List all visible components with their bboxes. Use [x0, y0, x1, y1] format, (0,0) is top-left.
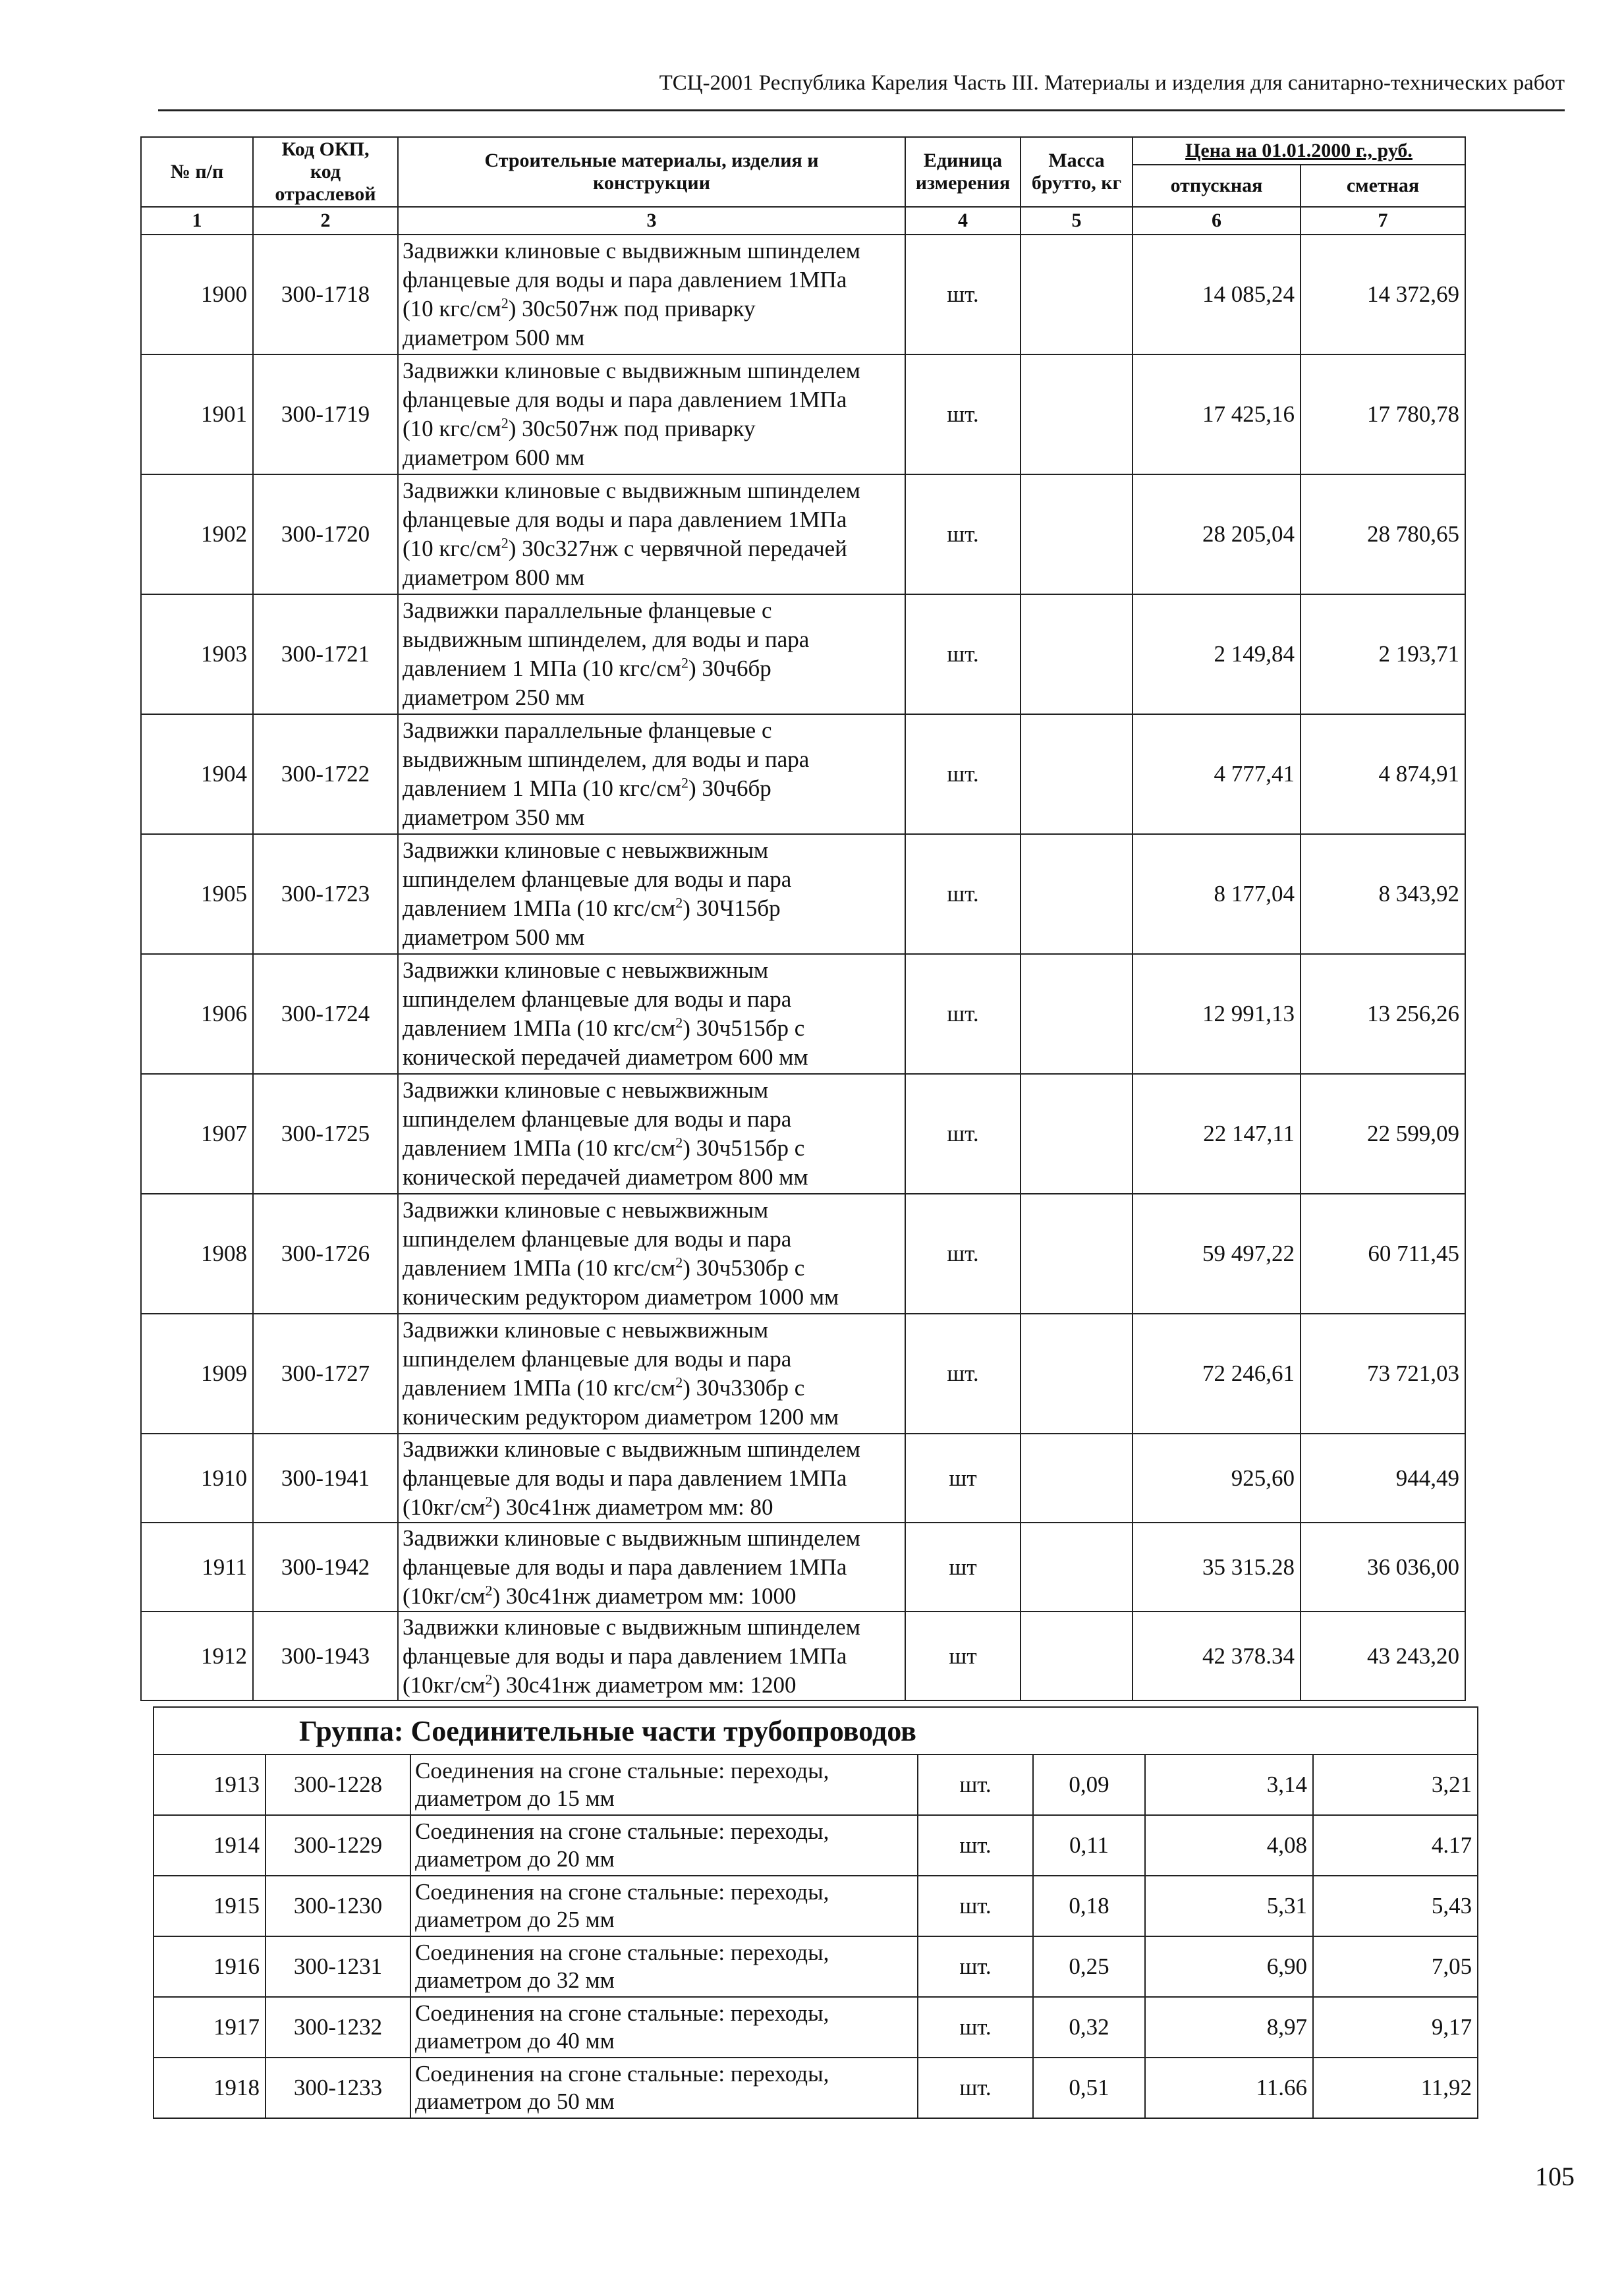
okp-code: 300-1233 — [266, 2058, 410, 2118]
material-description: Задвижки клиновые с выдвижным шпинделем фланцевые для воды и пара давлением 1МПа (10 кгс/$см^2$) 30с507нж под приварку диаметром 600 мм — [398, 354, 905, 474]
table-row — [154, 1936, 1478, 1997]
row-number: 1914 — [154, 1815, 266, 1876]
release-price: 17 425,16 — [1133, 354, 1301, 474]
row-number: 1912 — [141, 1612, 253, 1700]
release-price: 8 177,04 — [1133, 834, 1301, 954]
row-number: 1916 — [154, 1936, 266, 1997]
material-description: Задвижки клиновые с невыжвижным шпинделем фланцевые для воды и пара давлением 1МПа (10 кгс/$см^2$) 30Ч15бр диаметром 500 мм — [398, 834, 905, 954]
okp-code: 300-1718 — [253, 235, 398, 354]
okp-code: 300-1942 — [253, 1523, 398, 1612]
estimate-price: 22 599,09 — [1301, 1074, 1465, 1194]
estimate-price: 4.17 — [1313, 1815, 1478, 1876]
release-price: 925,60 — [1133, 1434, 1301, 1523]
col-unit-header: Единица измерения — [905, 137, 1021, 207]
mass — [1021, 1074, 1133, 1194]
release-price: 12 991,13 — [1133, 954, 1301, 1074]
table-row — [154, 1754, 1478, 1815]
release-price: 22 147,11 — [1133, 1074, 1301, 1194]
mass — [1021, 1194, 1133, 1314]
unit: шт. — [918, 1754, 1033, 1815]
okp-code: 300-1723 — [253, 834, 398, 954]
column-number-row: 1 2 3 4 5 6 7 — [141, 207, 1465, 235]
row-number: 1905 — [141, 834, 253, 954]
release-price: 59 497,22 — [1133, 1194, 1301, 1314]
table-row — [154, 1997, 1478, 2058]
table-row — [154, 1815, 1478, 1876]
superscript-2: 2 — [501, 414, 509, 432]
col-number-header: № п/п — [141, 137, 253, 207]
release-price: 72 246,61 — [1133, 1314, 1301, 1434]
superscript-2: 2 — [485, 1492, 493, 1509]
okp-code: 300-1943 — [253, 1612, 398, 1700]
col-estimate-price-header: сметная — [1301, 165, 1465, 207]
table-row — [141, 1523, 1465, 1612]
estimate-price: 43 243,20 — [1301, 1612, 1465, 1700]
row-number: 1900 — [141, 235, 253, 354]
material-description: Задвижки клиновые с выдвижным шпинделем фланцевые для воды и пара давлением 1МПа (10 кгс/$см^2$) 30с507нж под приварку диаметром 500 мм — [398, 235, 905, 354]
estimate-price: 17 780,78 — [1301, 354, 1465, 474]
superscript-2: 2 — [675, 1014, 683, 1031]
estimate-price: 9,17 — [1313, 1997, 1478, 2058]
material-description: Соединения на сгоне стальные: переходы, диаметром до 40 мм — [410, 1997, 918, 2058]
table-row — [141, 474, 1465, 594]
mass: 0,32 — [1033, 1997, 1145, 2058]
table-row — [141, 954, 1465, 1074]
mass — [1021, 235, 1133, 354]
table-row — [141, 1434, 1465, 1523]
unit: шт. — [905, 594, 1021, 714]
material-description: Задвижки клиновые с невыжвижным шпинделем фланцевые для воды и пара давлением 1МПа (10 кгс/$см^2$) 30ч330бр с коническим редуктором диаметром 1200 мм — [398, 1314, 905, 1434]
release-price: 3,14 — [1145, 1754, 1313, 1815]
mass — [1021, 1314, 1133, 1434]
row-number: 1906 — [141, 954, 253, 1074]
release-price: 8,97 — [1145, 1997, 1313, 2058]
superscript-2: 2 — [681, 774, 688, 791]
material-description: Задвижки клиновые с невыжвижным шпинделем фланцевые для воды и пара давлением 1МПа (10 кгс/$см^2$) 30ч530бр с коническим редуктором диаметром 1000 мм — [398, 1194, 905, 1314]
unit: шт. — [918, 1936, 1033, 1997]
table-row — [141, 714, 1465, 834]
table-row — [141, 235, 1465, 354]
material-description: Задвижки параллельные фланцевые с выдвижным шпинделем, для воды и пара давлением 1 МПа (10 кгс/$см^2$) 30ч6бр диаметром 250 мм — [398, 594, 905, 714]
material-description: Задвижки клиновые с невыжвижным шпинделем фланцевые для воды и пара давлением 1МПа (10 кгс/$см^2$) 30ч515бр с конической передачей диаметром 800 мм — [398, 1074, 905, 1194]
material-description: Соединения на сгоне стальные: переходы, диаметром до 50 мм — [410, 2058, 918, 2118]
okp-code: 300-1941 — [253, 1434, 398, 1523]
group-title: Группа: Соединительные части трубопроводов — [154, 1707, 1478, 1754]
unit: шт. — [905, 1314, 1021, 1434]
table-row — [154, 1876, 1478, 1936]
estimate-price: 3,21 — [1313, 1754, 1478, 1815]
okp-code: 300-1231 — [266, 1936, 410, 1997]
col-code-header: Код ОКП, код отраслевой — [253, 137, 398, 207]
mass — [1021, 1434, 1133, 1523]
superscript-2: 2 — [501, 534, 509, 551]
mass — [1021, 1612, 1133, 1700]
page-number: 105 — [1535, 2162, 1575, 2191]
unit: шт. — [905, 954, 1021, 1074]
price-table — [140, 136, 1466, 1701]
row-number: 1904 — [141, 714, 253, 834]
unit: шт. — [918, 1876, 1033, 1936]
col-material-header: Строительные материалы, изделия и конструкции — [398, 137, 905, 207]
release-price: 4 777,41 — [1133, 714, 1301, 834]
mass — [1021, 1523, 1133, 1612]
material-description: Соединения на сгоне стальные: переходы, диаметром до 20 мм — [410, 1815, 918, 1876]
release-price: 11.66 — [1145, 2058, 1313, 2118]
okp-code: 300-1229 — [266, 1815, 410, 1876]
mass — [1021, 834, 1133, 954]
price-table-group — [153, 1706, 1478, 2119]
release-price: 6,90 — [1145, 1936, 1313, 1997]
unit: шт. — [918, 1997, 1033, 2058]
material-description: Соединения на сгоне стальные: переходы, диаметром до 25 мм — [410, 1876, 918, 1936]
okp-code: 300-1720 — [253, 474, 398, 594]
group-row — [154, 1707, 1478, 1754]
release-price: 28 205,04 — [1133, 474, 1301, 594]
release-price: 4,08 — [1145, 1815, 1313, 1876]
material-description: Задвижки клиновые с невыжвижным шпинделем фланцевые для воды и пара давлением 1МПа (10 кгс/$см^2$) 30ч515бр с конической передачей диаметром 600 мм — [398, 954, 905, 1074]
estimate-price: 36 036,00 — [1301, 1523, 1465, 1612]
material-description: Задвижки клиновые с выдвижным шпинделем фланцевые для воды и пара давлением 1МПа $(10кг/см^2)$ 30с41нж диаметром мм: 1200 — [398, 1612, 905, 1700]
unit: шт. — [905, 834, 1021, 954]
table-row — [141, 1612, 1465, 1700]
release-price: 5,31 — [1145, 1876, 1313, 1936]
okp-code: 300-1724 — [253, 954, 398, 1074]
release-price: 14 085,24 — [1133, 235, 1301, 354]
row-number: 1909 — [141, 1314, 253, 1434]
page-header: ТСЦ-2001 Республика Карелия Часть III. Материалы и изделия для санитарно-технических работ — [659, 71, 1565, 95]
table-row — [141, 1194, 1465, 1314]
material-description: Соединения на сгоне стальные: переходы, диаметром до 32 мм — [410, 1936, 918, 1997]
estimate-price: 28 780,65 — [1301, 474, 1465, 594]
superscript-2: 2 — [485, 1670, 493, 1687]
estimate-price: 14 372,69 — [1301, 235, 1465, 354]
material-description: Задвижки клиновые с выдвижным шпинделем фланцевые для воды и пара давлением 1МПа (10 кгс/$см^2$) 30с327нж с червячной передачей диаметром 800 мм — [398, 474, 905, 594]
mass: 0,11 — [1033, 1815, 1145, 1876]
row-number: 1913 — [154, 1754, 266, 1815]
unit: шт — [905, 1523, 1021, 1612]
mass — [1021, 474, 1133, 594]
col-release-price-header: отпускная — [1133, 165, 1301, 207]
okp-code: 300-1230 — [266, 1876, 410, 1936]
row-number: 1907 — [141, 1074, 253, 1194]
row-number: 1910 — [141, 1434, 253, 1523]
estimate-price: 5,43 — [1313, 1876, 1478, 1936]
release-price: 42 378.34 — [1133, 1612, 1301, 1700]
mass: 0,51 — [1033, 2058, 1145, 2118]
table-row — [141, 1314, 1465, 1434]
release-price: 35 315.28 — [1133, 1523, 1301, 1612]
material-description: Задвижки клиновые с выдвижным шпинделем фланцевые для воды и пара давлением 1МПа $(10кг/см^2)$ 30с41нж диаметром мм: 1000 — [398, 1523, 905, 1612]
mass — [1021, 714, 1133, 834]
okp-code: 300-1726 — [253, 1194, 398, 1314]
unit: шт. — [905, 1194, 1021, 1314]
estimate-price: 944,49 — [1301, 1434, 1465, 1523]
estimate-price: 73 721,03 — [1301, 1314, 1465, 1434]
estimate-price: 60 711,45 — [1301, 1194, 1465, 1314]
row-number: 1918 — [154, 2058, 266, 2118]
okp-code: 300-1727 — [253, 1314, 398, 1434]
unit: шт. — [905, 1074, 1021, 1194]
price-group-header: Цена на 01.01.2000 г., руб. — [1133, 137, 1465, 165]
mass — [1021, 354, 1133, 474]
material-description: Соединения на сгоне стальные: переходы, диаметром до 15 мм — [410, 1754, 918, 1815]
unit: шт — [905, 1434, 1021, 1523]
estimate-price: 2 193,71 — [1301, 594, 1465, 714]
row-number: 1915 — [154, 1876, 266, 1936]
estimate-price: 13 256,26 — [1301, 954, 1465, 1074]
okp-code: 300-1232 — [266, 1997, 410, 2058]
okp-code: 300-1228 — [266, 1754, 410, 1815]
mass — [1021, 954, 1133, 1074]
estimate-price: 8 343,92 — [1301, 834, 1465, 954]
unit: шт. — [918, 2058, 1033, 2118]
superscript-2: 2 — [675, 1134, 683, 1151]
table-row — [141, 354, 1465, 474]
superscript-2: 2 — [675, 894, 683, 911]
mass: 0,18 — [1033, 1876, 1145, 1936]
estimate-price: 11,92 — [1313, 2058, 1478, 2118]
okp-code: 300-1722 — [253, 714, 398, 834]
estimate-price: 4 874,91 — [1301, 714, 1465, 834]
okp-code: 300-1725 — [253, 1074, 398, 1194]
material-description: Задвижки параллельные фланцевые с выдвижным шпинделем, для воды и пара давлением 1 МПа (10 кгс/$см^2$) 30ч6бр диаметром 350 мм — [398, 714, 905, 834]
unit: шт. — [905, 474, 1021, 594]
superscript-2: 2 — [501, 295, 509, 312]
mass — [1021, 594, 1133, 714]
unit: шт. — [905, 235, 1021, 354]
table-row — [141, 834, 1465, 954]
release-price: 2 149,84 — [1133, 594, 1301, 714]
unit: шт. — [905, 354, 1021, 474]
row-number: 1908 — [141, 1194, 253, 1314]
superscript-2: 2 — [485, 1581, 493, 1598]
unit: шт. — [918, 1815, 1033, 1876]
unit: шт. — [905, 714, 1021, 834]
material-description: Задвижки клиновые с выдвижным шпинделем фланцевые для воды и пара давлением 1МПа $(10кг/см^2)$ 30с41нж диаметром мм: 80 — [398, 1434, 905, 1523]
table-row — [141, 594, 1465, 714]
mass: 0,25 — [1033, 1936, 1145, 1997]
row-number: 1902 — [141, 474, 253, 594]
header-rule — [158, 109, 1565, 111]
table-row — [154, 2058, 1478, 2118]
estimate-price: 7,05 — [1313, 1936, 1478, 1997]
table-row — [141, 1074, 1465, 1194]
superscript-2: 2 — [675, 1374, 683, 1391]
superscript-2: 2 — [681, 654, 688, 671]
row-number: 1917 — [154, 1997, 266, 2058]
unit: шт — [905, 1612, 1021, 1700]
superscript-2: 2 — [675, 1254, 683, 1271]
row-number: 1901 — [141, 354, 253, 474]
row-number: 1903 — [141, 594, 253, 714]
okp-code: 300-1721 — [253, 594, 398, 714]
okp-code: 300-1719 — [253, 354, 398, 474]
mass: 0,09 — [1033, 1754, 1145, 1815]
col-mass-header: Масса брутто, кг — [1021, 137, 1133, 207]
row-number: 1911 — [141, 1523, 253, 1612]
